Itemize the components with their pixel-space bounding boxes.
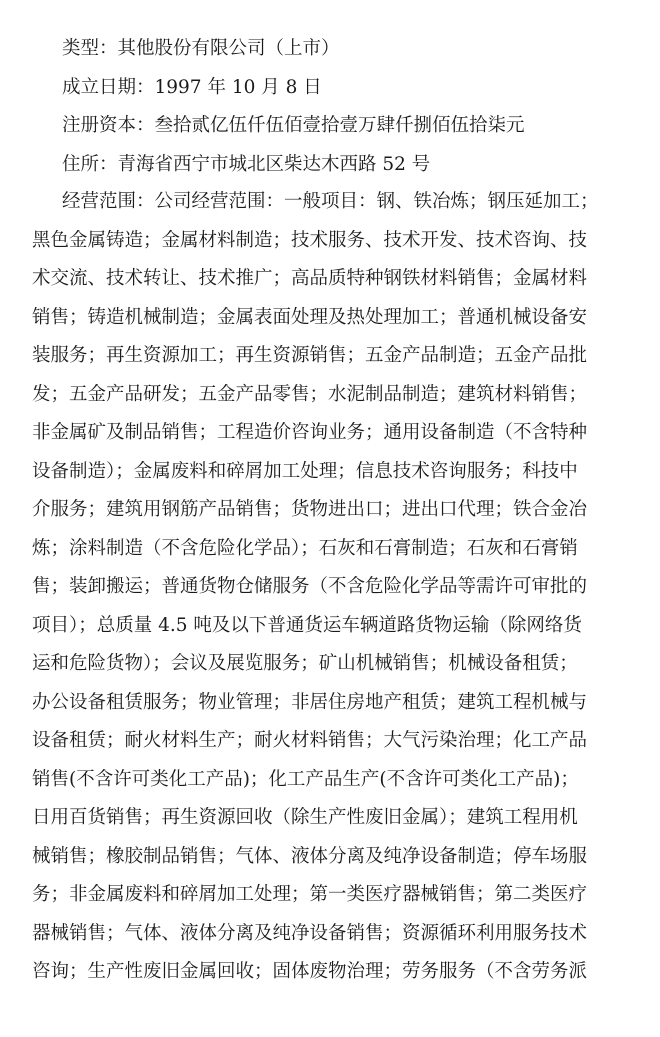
scope-line: 装服务；再生资源加工；再生资源销售；五金产品制造；五金产品批 [32,345,588,366]
scope-line: 非金属矿及制品销售；工程造价咨询业务；通用设备制造（不含特种 [32,422,588,443]
scope-line: 介服务；建筑用钢筋产品销售；货物进出口；进出口代理；铁合金冶 [32,499,588,520]
scope-line: 经营范围：公司经营范围：一般项目：钢、铁冶炼；钢压延加工； [62,191,599,212]
company-type-line: 类型：其他股份有限公司（上市） [62,38,340,59]
scope-line: 术交流、技术转让、技术推广；高品质特种钢铁材料销售；金属材料 [32,268,588,289]
scope-line: 设备租赁；耐火材料生产；耐火材料销售；大气污染治理；化工产品 [32,730,588,751]
address-line: 住所：青海省西宁市城北区柴达木西路 52 号 [62,153,431,175]
scope-line: 务；非金属废料和碎屑加工处理；第一类医疗器械销售；第二类医疗 [32,884,588,905]
scope-line: 器械销售；气体、液体分离及纯净设备销售；资源循环利用服务技术 [32,922,588,944]
registered-capital-line: 注册资本：叁拾贰亿伍仟伍佰壹拾壹万肆仟捌佰伍拾柒元 [62,115,525,136]
scope-line: 销售(不含许可类化工产品)；化工产品生产(不含许可类化工产品)； [32,768,579,790]
scope-line: 销售；铸造机械制造；金属表面处理及热处理加工；普通机械设备安 [32,306,588,328]
scope-line: 咨询；生产性废旧金属回收；固体废物治理；劳务服务（不含劳务派 [32,961,588,982]
scope-line: 办公设备租赁服务；物业管理；非居住房地产租赁；建筑工程机械与 [32,691,588,713]
scope-line: 械销售；橡胶制品销售；气体、液体分离及纯净设备制造；停车场服 [32,845,588,867]
company-info-block [62,30,624,184]
scope-line: 项目）；总质量 4.5 吨及以下普通货运车辆道路货物运输（除网络货 [32,614,582,636]
scope-line: 炼；涂料制造（不含危险化学品）；石灰和石膏制造；石灰和石膏销 [32,537,578,559]
scope-line: 运和危险货物）；会议及展览服务；矿山机械销售；机械设备租赁； [32,653,578,674]
scope-line: 发；五金产品研发；五金产品零售；水泥制品制造；建筑材料销售； [32,383,588,405]
scope-line: 设备制造）；金属废料和碎屑加工处理；信息技术咨询服务；科技中 [32,460,578,482]
scope-line: 日用百货销售；再生资源回收（除生产性废旧金属）；建筑工程用机 [32,807,578,828]
scope-line: 黑色金属铸造；金属材料制造；技术服务、技术开发、技术咨询、技 [32,229,588,251]
business-scope-paragraph [32,183,622,992]
founded-date-line: 成立日期：1997 年 10 月 8 日 [62,76,322,98]
scope-line: 售；装卸搬运；普通货物仓储服务（不含危险化学品等需许可审批的 [32,576,588,597]
